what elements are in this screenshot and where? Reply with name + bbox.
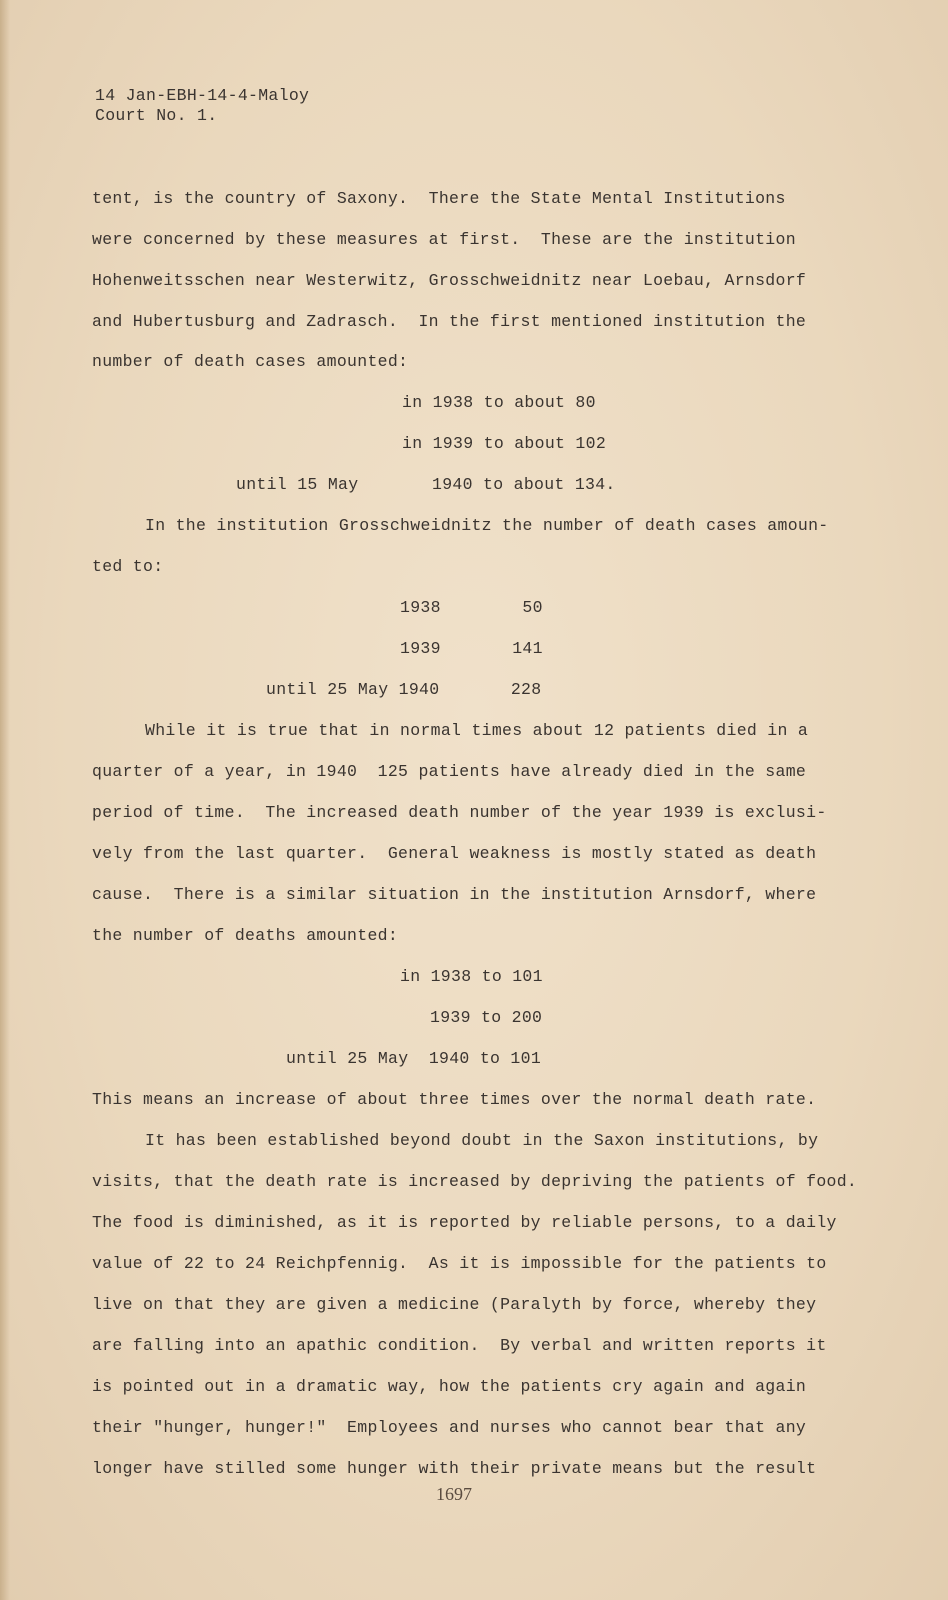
table-row: in 1938 to 101 bbox=[400, 967, 543, 986]
text-line: vely from the last quarter. General weakness is mostly stated as death bbox=[92, 844, 817, 863]
table-row: 1939 to 200 bbox=[430, 1008, 543, 1027]
text-line: live on that they are given a medicine (Paralyth by force, whereby they bbox=[92, 1295, 817, 1314]
table-row: 1939 141 bbox=[400, 639, 543, 658]
text-line: ted to: bbox=[92, 557, 164, 576]
text-line: This means an increase of about three times over the normal death rate. bbox=[92, 1090, 817, 1109]
table-row: 1938 50 bbox=[400, 598, 543, 617]
table-row: in 1938 to about 80 bbox=[402, 393, 596, 412]
table-row-label: until 15 May bbox=[236, 475, 359, 494]
table-row: until 25 May 1940 228 bbox=[266, 680, 542, 699]
table-row: 1940 to about 134. bbox=[432, 475, 616, 494]
header-line-1: 14 Jan-EBH-14-4-Maloy bbox=[95, 86, 310, 105]
text-line: the number of deaths amounted: bbox=[92, 926, 399, 945]
text-line: value of 22 to 24 Reichpfennig. As it is impossible for the patients to bbox=[92, 1254, 827, 1273]
page-edge-shadow bbox=[0, 0, 10, 1600]
text-line: longer have stilled some hunger with their private means but the result bbox=[92, 1459, 817, 1478]
text-line: In the institution Grosschweidnitz the number of death cases amoun- bbox=[145, 516, 829, 535]
header-line-2: Court No. 1. bbox=[95, 106, 218, 125]
page-number: 1697 bbox=[436, 1484, 472, 1504]
text-line: tent, is the country of Saxony. There the State Mental Institutions bbox=[92, 189, 786, 208]
text-line: cause. There is a similar situation in the institution Arnsdorf, where bbox=[92, 885, 817, 904]
text-line: It has been established beyond doubt in the Saxon institutions, by bbox=[145, 1131, 819, 1150]
table-row: until 25 May 1940 to 101 bbox=[286, 1049, 542, 1068]
text-line: and Hubertusburg and Zadrasch. In the first mentioned institution the bbox=[92, 312, 807, 331]
table-row: in 1939 to about 102 bbox=[402, 434, 607, 453]
text-line: number of death cases amounted: bbox=[92, 352, 409, 371]
text-line: Hohenweitsschen near Westerwitz, Grosschweidnitz near Loebau, Arnsdorf bbox=[92, 271, 807, 290]
text-line: The food is diminished, as it is reported by reliable persons, to a daily bbox=[92, 1213, 837, 1232]
text-line: quarter of a year, in 1940 125 patients have already died in the same bbox=[92, 762, 807, 781]
text-line: visits, that the death rate is increased by depriving the patients of food. bbox=[92, 1172, 858, 1191]
text-line: their "hunger, hunger!" Employees and nurses who cannot bear that any bbox=[92, 1418, 807, 1437]
text-line: were concerned by these measures at first. These are the institution bbox=[92, 230, 796, 249]
text-line: is pointed out in a dramatic way, how the patients cry again and again bbox=[92, 1377, 807, 1396]
text-line: While it is true that in normal times about 12 patients died in a bbox=[145, 721, 809, 740]
text-line: are falling into an apathic condition. By verbal and written reports it bbox=[92, 1336, 827, 1355]
text-line: period of time. The increased death number of the year 1939 is exclusi- bbox=[92, 803, 827, 822]
